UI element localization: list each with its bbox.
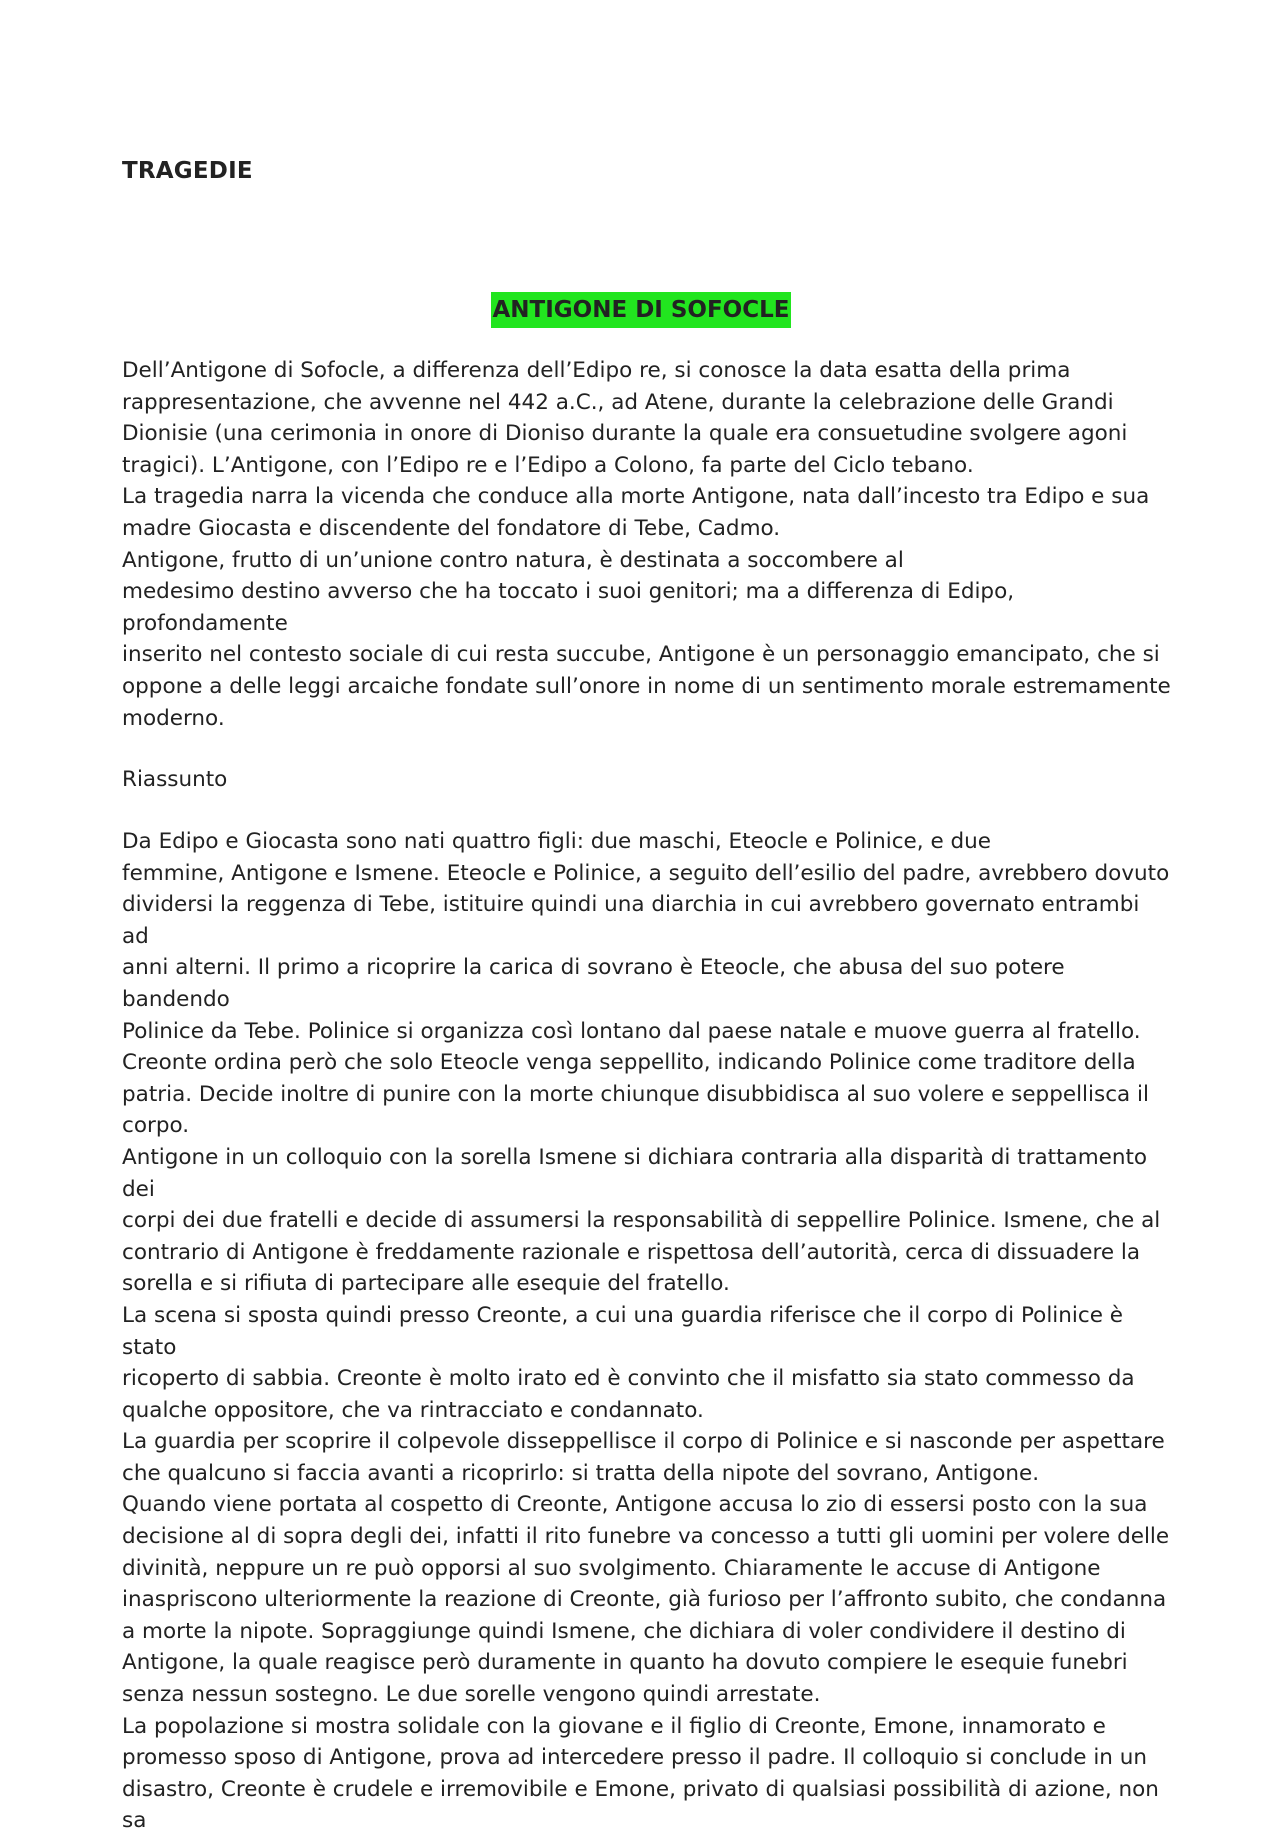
summary-paragraph: Da Edipo e Giocasta sono nati quattro figli: due maschi, Eteocle e Polinice, e due femmine, Antigone e Ismene. Eteocle e Polinice, a seguito dell’esilio del padre, avrebbero dovuto dividersi la reggenza di Tebe, istituire quindi una diarchia in cui avrebbero governato entrambi ad anni alterni. Il primo a ricoprire la carica di sovrano è Eteocle, che abusa del suo potere bandendo Polinice da Tebe. Polinice si organizza così lontano dal paese natale e muove guerra al fratello. Creonte ordina però che solo Eteocle venga seppellito, indicando Polinice come traditore della patria. Decide inoltre di punire con la morte chiunque disubbidisca al suo volere e seppellisca il corpo. Antigone in un colloquio con la sorella Ismene si dichiara contraria alla disparità di trattamento dei corpi dei due fratelli e decide di assumersi la responsabilità di seppellire Polinice. Ismene, che al contrario di Antigone è freddamente razionale e rispettosa dell’autorità, cerca di dissuadere la sorella e si rifiuta di partecipare alle esequie del fratello. La scena si sposta quindi presso Creonte, a cui una guardia riferisce che il corpo di Polinice è stato ricoperto di sabbia. Creonte è molto irato ed è convinto che il misfatto sia stato commesso da qualche oppositore, che va rintracciato e condannato. La guardia per scoprire il colpevole disseppellisce il corpo di Polinice e si nasconde per aspettare che qualcuno si faccia avanti a ricoprirlo: si tratta della nipote del sovrano, Antigone. Quando viene portata al cospetto di Creonte, Antigone accusa lo zio di essersi posto con la sua decisione al di sopra degli dei, infatti il rito funebre va concesso a tutti gli uomini per volere delle divinità, neppure un re può opporsi al suo svolgimento. Chiaramente le accuse di Antigone inaspriscono ulteriormente la reazione di Creonte, già furioso per l’affronto subito, che condanna a morte la nipote. Sopraggiunge quindi Ismene, che dichiara di voler condividere il destino di Antigone, la quale reagisce però duramente in quanto ha dovuto compiere le esequie funebri senza nessun sostegno. Le due sorelle vengono quindi arrestate. La popolazione si mostra solidale con la giovane e il figlio di Creonte, Emone, innamorato e promesso sposo di Antigone, prova ad intercedere presso il padre. Il colloquio si conclude in un disastro, Creonte è crudele e irremovibile e Emone, privato di qualsiasi possibilità di azione, non sa: [122, 829, 1170, 1834]
title-container: [0, 292, 1280, 328]
summary-heading: Riassunto: [122, 767, 228, 792]
section-title: TRAGEDIE: [122, 158, 253, 184]
intro-paragraph: Dell’Antigone di Sofocle, a differenza dell’Edipo re, si conosce la data esatta della prima rappresentazione, che avvenne nel 442 a.C., ad Atene, durante la celebrazione delle Grandi Dionisie (una cerimonia in onore di Dioniso durante la quale era consuetudine svolgere agoni tragici). L’Antigone, con l’Edipo re e l’Edipo a Colono, fa parte del Ciclo tebano. La tragedia narra la vicenda che conduce alla morte Antigone, nata dall’incesto tra Edipo e sua madre Giocasta e discendente del fondatore di Tebe, Cadmo. Antigone, frutto di un’unione contro natura, è destinata a soccombere al medesimo destino avverso che ha toccato i suoi genitori; ma a differenza di Edipo, profondamente inserito nel contesto sociale di cui resta succube, Antigone è un personaggio emancipato, che si oppone a delle leggi arcaiche fondate sull’onore in nome di un sentimento morale estremamente moderno.: [122, 358, 1171, 731]
document-title: ANTIGONE DI SOFOCLE: [491, 292, 792, 328]
